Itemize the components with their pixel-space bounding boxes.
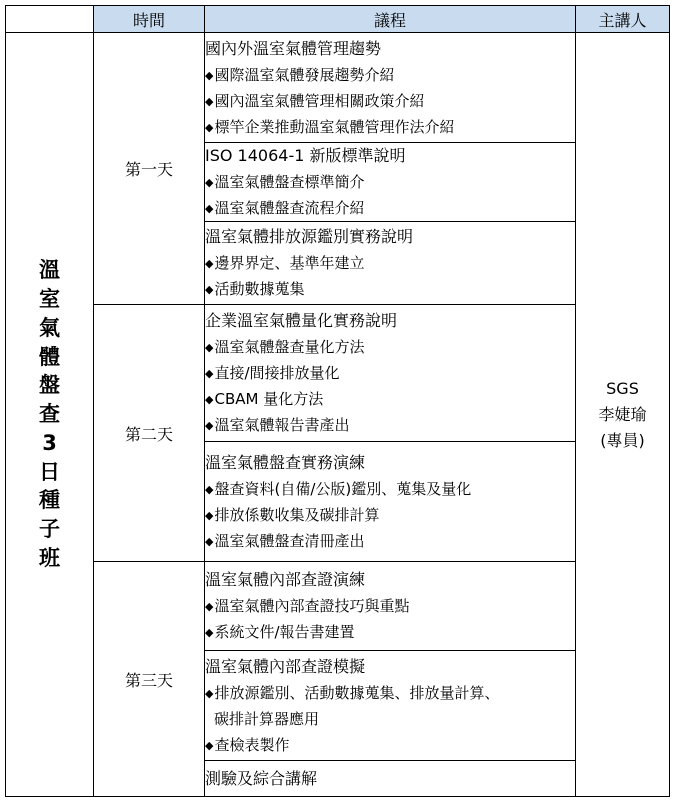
session-title: 溫室氣體內部查證演練	[205, 570, 366, 589]
course-title-char: 氣	[39, 315, 60, 340]
session-title: ISO 14064-1 新版標準說明	[205, 146, 406, 165]
bullet-icon: ◆	[205, 68, 214, 82]
list-item: ◆溫室氣體盤查清冊產出	[205, 531, 365, 550]
list-item: ◆邊界界定、基準年建立	[205, 254, 365, 272]
bullet-icon: ◆	[205, 482, 214, 496]
header-row	[6, 6, 670, 33]
course-title-char: 3	[42, 430, 57, 455]
speaker-name: 李婕瑜	[598, 404, 647, 424]
course-title-char: 子	[39, 517, 60, 542]
course-title-char: 盤	[39, 373, 60, 398]
list-item: ◆盤查資料(自備/公版)鑑別、蒐集及量化	[205, 479, 472, 498]
header-time: 時間	[94, 6, 205, 33]
table-row	[6, 305, 670, 442]
list-item: ◆活動數據蒐集	[205, 280, 305, 298]
bullet-icon: ◆	[205, 600, 214, 613]
header-speaker: 主講人	[576, 6, 670, 33]
list-item: ◆溫室氣體內部查證技巧與重點	[205, 597, 410, 615]
list-item: ◆溫室氣體盤查量化方法	[205, 338, 365, 356]
bullet-icon: ◆	[205, 508, 214, 522]
speaker-title: (專員)	[600, 430, 645, 450]
bullet-icon: ◆	[205, 202, 214, 215]
speaker-org: SGS	[606, 378, 639, 398]
agenda-table	[5, 5, 670, 797]
bullet-icon: ◆	[205, 419, 214, 432]
course-title-char: 體	[39, 344, 60, 369]
session-cell	[205, 562, 576, 651]
session-title: 企業溫室氣體量化實務說明	[205, 311, 398, 330]
bullet-icon: ◆	[205, 283, 214, 296]
session-cell	[205, 761, 576, 797]
bullet-icon: ◆	[205, 257, 214, 270]
header-blank-cell	[6, 6, 94, 33]
session-cell	[205, 222, 576, 305]
session-title: 溫室氣體排放源鑑別實務說明	[205, 227, 414, 246]
session-cell	[205, 143, 576, 222]
session-title: 溫室氣體內部查證模擬	[205, 656, 366, 676]
list-item: ◆溫室氣體報告書產出	[205, 416, 350, 434]
list-item: ◆國內溫室氣體管理相關政策介紹	[205, 91, 425, 110]
list-item: ◆CBAM 量化方法	[205, 390, 324, 408]
list-item: ◆溫室氣體盤查標準簡介	[205, 173, 365, 191]
course-title-char: 日	[39, 459, 60, 484]
bullet-icon: ◆	[205, 738, 214, 752]
session-title: 溫室氣體盤查實務演練	[205, 452, 366, 472]
session-cell	[205, 33, 576, 143]
table-row	[6, 562, 670, 651]
list-item: ◆溫室氣體盤查流程介紹	[205, 199, 365, 217]
course-title-char: 查	[39, 402, 60, 427]
list-item: ◆直接/間接排放量化	[205, 364, 340, 382]
course-title-char: 溫	[39, 258, 60, 283]
list-item: ◆排放源鑑別、活動數據蒐集、排放量計算、	[205, 683, 500, 702]
bullet-icon: ◆	[205, 367, 214, 380]
session-cell	[205, 651, 576, 761]
table-row	[6, 33, 670, 143]
header-agenda: 議程	[205, 6, 576, 33]
session-title: 國內外溫室氣體管理趨勢	[205, 38, 382, 58]
list-item: ◆標竿企業推動溫室氣體管理作法介紹	[205, 117, 455, 136]
bullet-icon: ◆	[205, 393, 214, 406]
bullet-icon: ◆	[205, 626, 214, 639]
session-cell	[205, 305, 576, 442]
bullet-icon: ◆	[205, 120, 214, 134]
list-item: ◆國際溫室氣體發展趨勢介紹	[205, 65, 395, 84]
list-item: ◆系統文件/報告書建置	[205, 623, 355, 641]
day-label: 第一天	[94, 33, 205, 305]
course-title-char: 班	[39, 546, 60, 571]
bullet-icon: ◆	[205, 686, 214, 700]
bullet-icon: ◆	[205, 341, 214, 354]
session-title: 測驗及綜合講解	[205, 768, 318, 788]
course-title-cell	[6, 33, 94, 797]
session-cell	[205, 442, 576, 562]
day-label: 第三天	[94, 562, 205, 797]
bullet-icon: ◆	[205, 176, 214, 189]
list-item: ◆查檢表製作	[205, 735, 290, 754]
course-title-char: 室	[39, 286, 60, 311]
speaker-cell	[576, 33, 670, 797]
bullet-icon: ◆	[205, 534, 214, 548]
course-title-char: 種	[39, 488, 60, 513]
list-item-continuation: 碳排計算器應用	[214, 709, 320, 728]
bullet-icon: ◆	[205, 94, 214, 108]
list-item: ◆排放係數收集及碳排計算	[205, 505, 380, 524]
day-label: 第二天	[94, 305, 205, 562]
